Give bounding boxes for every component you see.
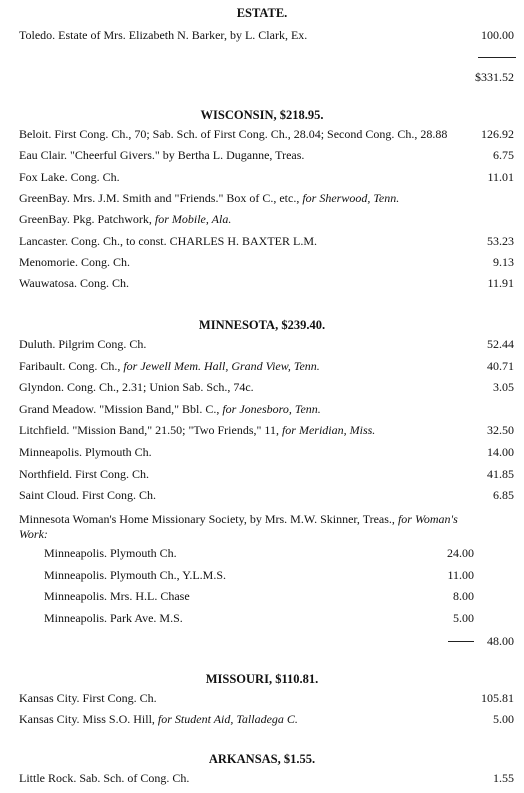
entry-amount: 11.00 xyxy=(447,567,474,582)
entry-label-text: Grand Meadow. "Mission Band," Bbl. C., xyxy=(19,401,223,416)
section-heading-minnesota: MINNESOTA, $239.40. xyxy=(198,318,326,332)
entry-amount: 9.13 xyxy=(493,254,514,269)
entry-label-text: Litchfield. "Mission Band," 21.50; "Two Friends," 11, xyxy=(19,423,282,438)
entry-label xyxy=(44,611,183,626)
section-heading-estate: ESTATE. xyxy=(236,6,288,20)
entry-label xyxy=(19,276,129,291)
entry-amount: 100.00 xyxy=(481,28,514,42)
entry-label xyxy=(19,148,304,163)
entry-label xyxy=(19,234,317,249)
entry-label xyxy=(19,337,146,352)
entry-label-text: GreenBay. Mrs. J.M. Smith and "Friends." Box of C., etc., xyxy=(19,190,303,205)
list-item xyxy=(19,771,514,789)
entry-amount: 53.23 xyxy=(487,233,514,248)
entry-label-italic: for Mobile, Ala. xyxy=(154,212,232,227)
total-rule xyxy=(478,57,516,58)
entry-amount: 126.92 xyxy=(481,127,514,141)
entry-label xyxy=(19,445,152,460)
entry-label-italic: for Student Aid, Talladega C. xyxy=(157,712,298,726)
list-item xyxy=(19,445,514,463)
entry-label xyxy=(19,380,254,395)
list-item xyxy=(19,380,514,398)
society-label-italic: for Woman's Work: xyxy=(19,512,458,541)
entry-label-text: Minneapolis. Plymouth Ch. xyxy=(19,445,152,459)
list-item xyxy=(44,546,474,564)
entry-label-text: Minneapolis. Park Ave. M.S. xyxy=(44,610,183,625)
entry-label-text: Minneapolis. Plymouth Ch. xyxy=(44,546,177,560)
entry-label xyxy=(19,402,321,417)
entry-amount: 32.50 xyxy=(487,423,514,438)
entry-label xyxy=(19,212,231,227)
section-heading-missouri: MISSOURI, $110.81. xyxy=(205,672,319,686)
entry-amount: 41.85 xyxy=(487,466,514,481)
society-label-text: Minnesota Woman's Home Missionary Society, by Mrs. M.W. Skinner, Treas., xyxy=(19,512,398,526)
entry-amount: 5.00 xyxy=(493,712,514,726)
entry-label-text: Northfield. First Cong. Ch. xyxy=(19,466,150,481)
society-label xyxy=(19,512,474,542)
entry-label-italic: for Meridian, Miss. xyxy=(281,423,376,438)
entry-label-text: Little Rock. Sab. Sch. of Cong. Ch. xyxy=(19,771,190,785)
entry-amount: 6.85 xyxy=(493,488,514,503)
entry-label-text: Menomorie. Cong. Ch. xyxy=(19,254,130,269)
entry-label-text: Kansas City. Miss S.O. Hill, xyxy=(19,712,158,726)
entry-label xyxy=(19,191,399,206)
list-item xyxy=(19,212,514,230)
entry-label-text: Wauwatosa. Cong. Ch. xyxy=(19,276,130,291)
list-item xyxy=(19,423,514,441)
entry-amount: 8.00 xyxy=(453,589,474,603)
entry-amount: 5.00 xyxy=(453,610,474,625)
entry-label-italic: for Jonesboro, Tenn. xyxy=(222,401,321,416)
entry-amount: 52.44 xyxy=(487,337,514,351)
society-total-row xyxy=(19,634,514,652)
society-entry xyxy=(19,512,514,546)
entry-amount: 11.01 xyxy=(487,169,514,184)
list-item xyxy=(44,568,474,586)
list-item xyxy=(19,402,514,420)
entry-amount: 1.55 xyxy=(493,771,514,785)
list-item xyxy=(44,589,474,607)
entry-label-text: Lancaster. Cong. Ch., to const. CHARLES H. BAXTER L.M. xyxy=(19,233,317,248)
list-item xyxy=(19,488,514,506)
entry-label xyxy=(44,589,190,604)
entry-label xyxy=(19,467,149,482)
entry-label-italic: for Sherwood, Tenn. xyxy=(302,190,400,205)
list-item xyxy=(19,170,514,188)
entry-label-text: GreenBay. Pkg. Patchwork, xyxy=(19,212,155,227)
list-item xyxy=(19,148,514,166)
entry-label xyxy=(19,127,447,142)
entry-label-italic: for Jewell Mem. Hall, Grand View, Tenn. xyxy=(123,358,320,373)
list-item xyxy=(19,337,514,355)
entry-label-text: Glyndon. Cong. Ch., 2.31; Union Sab. Sch., 74c. xyxy=(19,380,254,395)
entry-label xyxy=(19,771,189,786)
entry-amount: 24.00 xyxy=(447,546,474,560)
entry-label xyxy=(19,359,320,374)
entry-label xyxy=(44,568,226,583)
entry-label-text: Beloit. First Cong. Ch., 70; Sab. Sch. of First Cong. Ch., 28.04; Second Cong. Ch., 28.88 xyxy=(19,127,448,141)
list-item xyxy=(19,255,514,273)
estate-total: $331.52 xyxy=(475,70,514,84)
section-heading-arkansas: ARKANSAS, $1.55. xyxy=(208,752,316,766)
entry-label: Toledo. Estate of Mrs. Elizabeth N. Barker, by L. Clark, Ex. xyxy=(19,28,308,42)
estate-total-row xyxy=(19,70,514,88)
entry-amount: 14.00 xyxy=(487,445,514,459)
list-item xyxy=(19,712,514,730)
entry-amount: 11.91 xyxy=(487,276,514,291)
entry-label-text: Fox Lake. Cong. Ch. xyxy=(19,169,120,184)
list-item xyxy=(19,359,514,377)
list-item xyxy=(19,28,514,46)
entry-label-text: Saint Cloud. First Cong. Ch. xyxy=(19,488,157,503)
entry-label xyxy=(19,255,130,270)
list-item xyxy=(19,191,514,209)
entry-label xyxy=(19,488,156,503)
entry-label-text: Eau Clair. "Cheerful Givers." by Bertha L. Duganne, Treas. xyxy=(19,148,305,163)
entry-label-text: Faribault. Cong. Ch., xyxy=(19,358,124,373)
society-total: 48.00 xyxy=(487,634,514,648)
list-item xyxy=(19,467,514,485)
list-item xyxy=(44,611,474,629)
section-heading-wisconsin: WISCONSIN, $218.95. xyxy=(200,108,324,122)
list-item xyxy=(19,127,514,145)
entry-label xyxy=(44,546,177,561)
entry-label xyxy=(19,712,298,727)
entry-label-text: Minneapolis. Plymouth Ch., Y.L.M.S. xyxy=(44,567,227,582)
entry-amount: 6.75 xyxy=(493,148,514,163)
entry-label-text: Kansas City. First Cong. Ch. xyxy=(19,691,157,705)
entry-label xyxy=(19,170,120,185)
entry-label xyxy=(19,423,375,438)
entry-label xyxy=(19,691,157,706)
entry-label-text: Duluth. Pilgrim Cong. Ch. xyxy=(19,337,147,351)
entry-amount: 3.05 xyxy=(493,380,514,395)
entry-amount: 40.71 xyxy=(487,358,514,373)
list-item xyxy=(19,691,514,709)
entry-amount: 105.81 xyxy=(481,691,514,705)
list-item xyxy=(19,234,514,252)
list-item xyxy=(19,276,514,294)
entry-label-text: Minneapolis. Mrs. H.L. Chase xyxy=(44,589,190,603)
